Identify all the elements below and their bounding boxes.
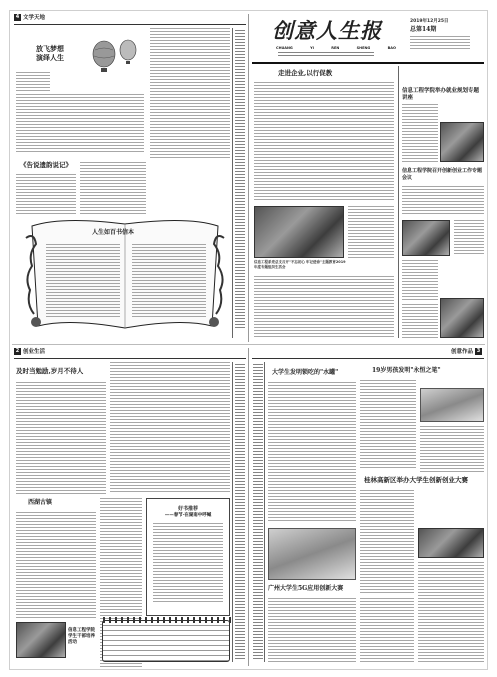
article-text <box>16 512 96 618</box>
news-photo-lecture <box>440 122 484 162</box>
article-text <box>80 162 146 214</box>
news-photo-event <box>254 206 344 258</box>
issue-number: 总第14期 <box>410 25 437 33</box>
article-text <box>16 94 144 154</box>
article-text <box>360 380 416 470</box>
header-rule <box>14 24 246 25</box>
competition-photo <box>418 528 484 558</box>
article-text <box>402 260 438 300</box>
section-name: 创业生活 <box>23 349 46 355</box>
page-gutter-bottom <box>248 348 249 666</box>
article-text <box>420 426 484 472</box>
page-creative <box>252 348 484 666</box>
masthead-subline <box>278 52 374 58</box>
poem-title: 放飞梦想 演绎人生 <box>36 44 64 62</box>
sidebar-text <box>235 30 245 330</box>
article-text <box>402 186 484 216</box>
header-rule <box>252 358 484 359</box>
article-text <box>360 490 414 594</box>
headline: 桂林高新区举办大学生创新创业大赛 <box>364 476 468 484</box>
article-text <box>402 104 438 164</box>
article-text <box>268 382 356 522</box>
article-text <box>454 220 484 256</box>
article-title: 西湖古镇 <box>28 499 53 506</box>
article-text <box>16 174 76 214</box>
page-life <box>14 348 246 666</box>
section-header <box>14 348 45 356</box>
page-gutter-top <box>248 14 249 342</box>
column-rule <box>398 66 399 338</box>
masthead-info <box>410 20 484 50</box>
book-title: 人生如百书信本 <box>92 229 135 236</box>
article-text <box>418 562 484 662</box>
article-text <box>348 206 394 258</box>
invention-photo <box>420 388 484 422</box>
headline: 大学生发明锁吃的"水罐" <box>272 369 339 376</box>
issue-date: 2019年12月25日 <box>410 19 449 24</box>
news-photo-meeting <box>402 220 450 256</box>
headline: 走进企业,以行促教 <box>278 69 333 77</box>
poem-subtitle: ——春节·在湖南中呼喊 <box>164 513 212 518</box>
headline: 信息工程学院举办就业规划专题讲座 <box>402 88 480 101</box>
article-text <box>254 82 394 202</box>
sidebar-text <box>253 364 263 660</box>
sidebar-text <box>235 364 245 660</box>
headline: 19岁男孩发明"永恒之笔" <box>372 367 441 374</box>
photo-caption: 信息工程系党总支召开"不忘初心 牢记使命"主题教育2019年度专题组织生活会 <box>254 260 346 269</box>
header-rule <box>14 358 246 359</box>
section-number: 2 <box>15 348 20 354</box>
page-front <box>252 14 484 342</box>
poem-box <box>146 498 230 616</box>
hot-air-balloons-illustration <box>82 38 142 78</box>
article-title: 信息工程学院学生干部培养活动 <box>68 628 95 645</box>
notebook-illustration <box>102 620 230 662</box>
headline: 广州大学生5G应用创新大赛 <box>268 585 344 592</box>
article-text <box>360 598 414 662</box>
article-text <box>16 382 106 494</box>
masthead-title: 创意人生报 <box>272 18 382 43</box>
masthead-rule <box>252 62 484 64</box>
section-name: 创意作品 <box>450 349 473 355</box>
section-name: 文学天地 <box>23 15 46 21</box>
town-photo <box>16 622 66 658</box>
hand-device-photo <box>268 528 356 580</box>
column-rule <box>264 362 265 662</box>
page-literature <box>14 14 246 342</box>
section-number: 4 <box>15 14 20 20</box>
article-title: 及时当勉励,岁月不待人 <box>16 367 84 375</box>
section-header <box>14 14 45 22</box>
article-text <box>402 304 438 338</box>
open-book-illustration <box>22 214 228 336</box>
news-photo-classroom <box>440 298 484 338</box>
poem-title: 好书推荐 <box>177 506 198 512</box>
section-number: 3 <box>476 348 481 354</box>
book-text-right <box>132 244 206 318</box>
masthead-pinyin: CHUANG YI REN SHENG BAO <box>276 46 396 50</box>
column-rule <box>232 362 233 662</box>
article-text <box>254 276 394 338</box>
article-text <box>110 362 230 494</box>
book-text-left <box>46 244 120 318</box>
spread-divider <box>12 344 485 345</box>
article-text <box>150 28 230 158</box>
poem-text <box>16 72 50 92</box>
column-rule <box>232 28 233 338</box>
section-header <box>451 348 484 356</box>
headline: 信息工程学院召开创新创业工作专题会议 <box>402 168 483 181</box>
article-title: 《告说遗韵说记》 <box>20 161 72 169</box>
article-text <box>268 598 356 662</box>
